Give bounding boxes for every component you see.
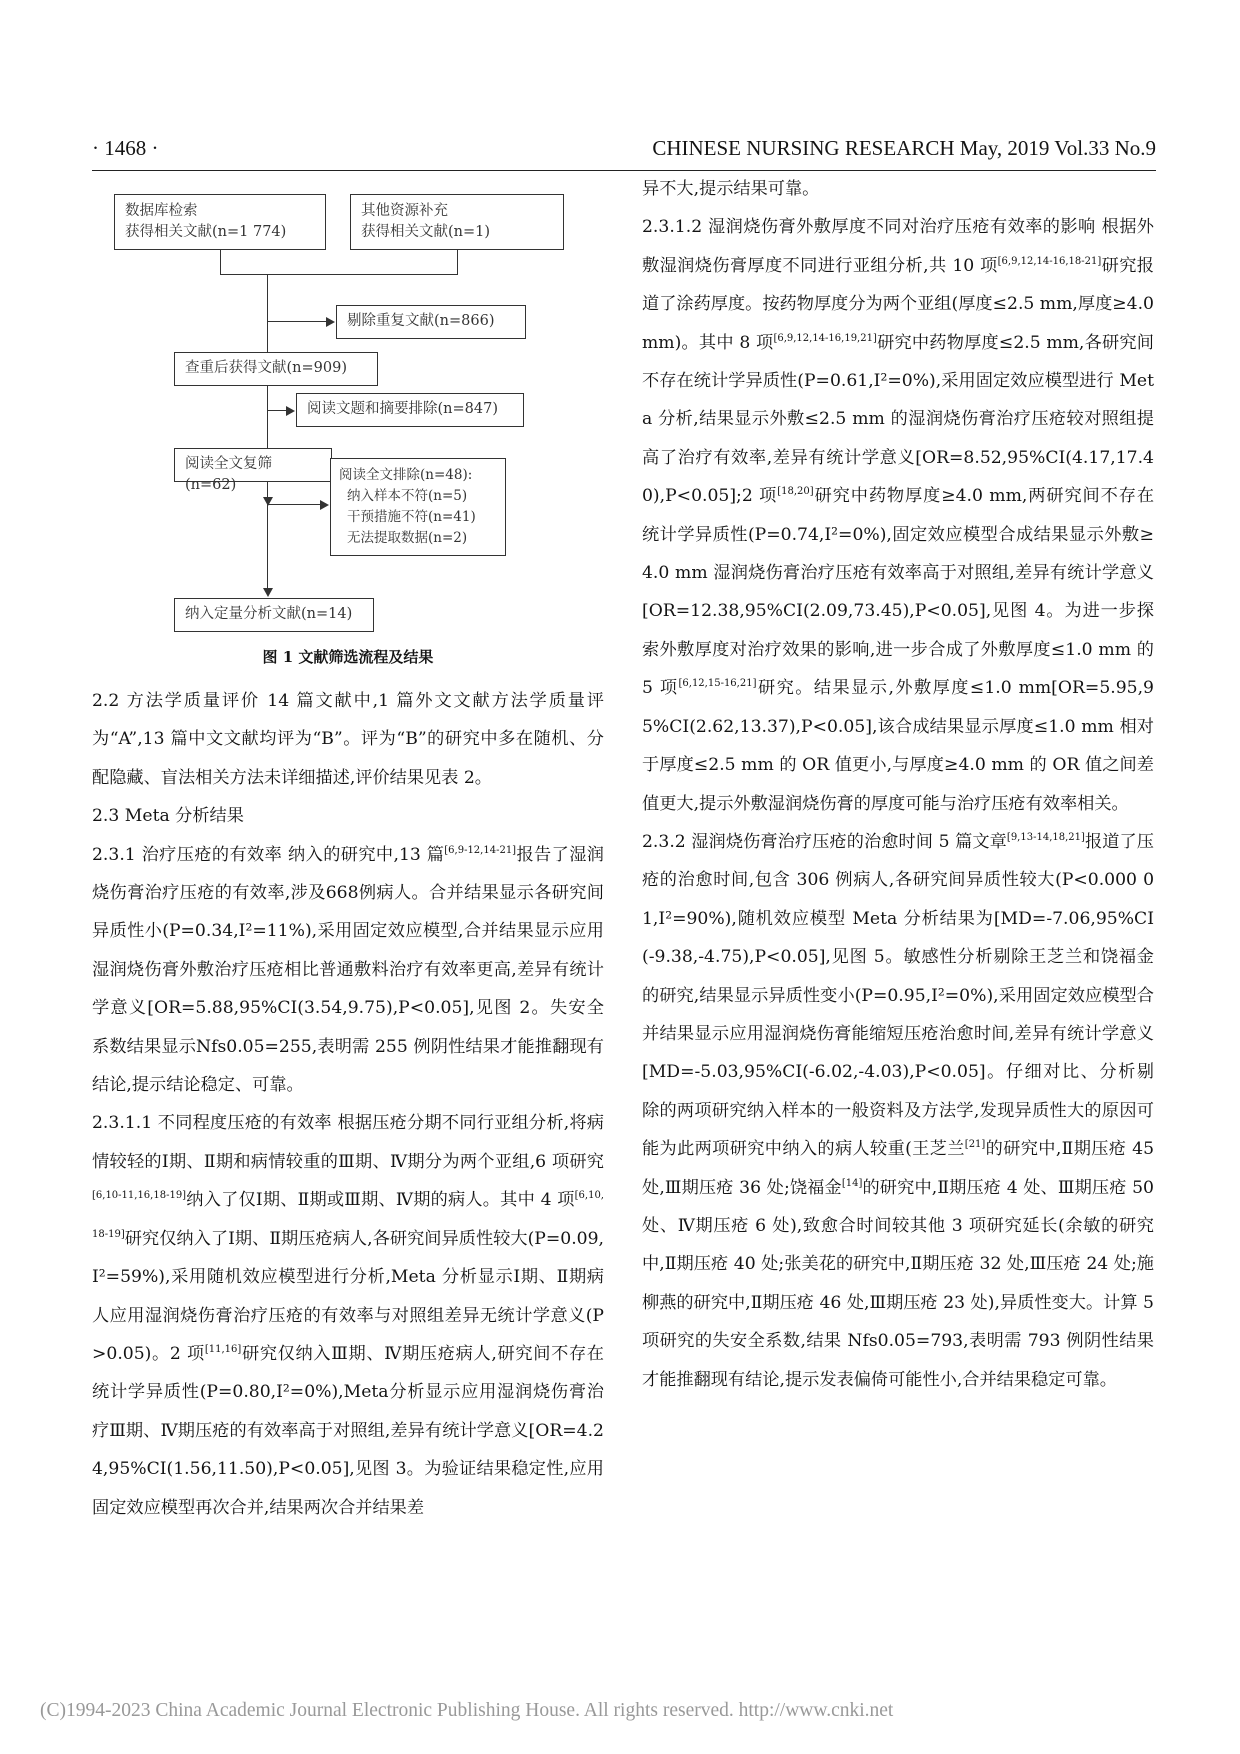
text-run: 研究仅纳入Ⅲ期、Ⅳ期压疮病人,研究间不存在统计学异质性(P=0.80,I²=0%),Meta分析显示应用湿润烧伤膏治疗Ⅲ期、Ⅳ期压疮的有效率高于对照组,差异有统计学意义[OR=4.24,95%CI(1.56,11.50),P<0.05],见图 3。为验证结果稳定性,应用固定效应模型再次合并,结果两次合并结果差: [92, 1343, 604, 1518]
figure-caption: 图 1 文献筛选流程及结果: [262, 648, 434, 666]
citation: [11,16]: [204, 1343, 242, 1355]
text-run: 研究中药物厚度≤2.5 mm,各研究间不存在统计学异质性(P=0.61,I²=0%),采用固定效应模型进行 Meta 分析,结果显示外敷≤2.5 mm 的湿润烧伤膏治疗压疮较对照组提高了治疗有效率,差异有统计学意义[OR=8.52,95%CI(4.17,17.40),P<0.05];2 项: [642, 332, 1154, 507]
box-text: 无法提取数据(n=2): [347, 530, 468, 546]
citation: [6,9-12,14-21]: [444, 844, 517, 856]
text-run: 研究仅纳入了Ⅰ期、Ⅱ期压疮病人,各研究间异质性较大(P=0.09,I²=59%),采用随机效应模型进行分析,Meta 分析显示Ⅰ期、Ⅱ期病人应用湿润烧伤膏治疗压疮的有效率与对照组差异无统计学意义(P>0.05)。2 项: [92, 1228, 604, 1364]
citation: [6,12,15-16,21]: [678, 678, 757, 690]
citation: [21]: [964, 1139, 986, 1151]
connector: [267, 321, 327, 322]
box-text: 查重后获得文献(n=909): [185, 360, 347, 376]
citation: [6,10,18-19]: [92, 1190, 604, 1240]
paragraph-stage-subgroup: [92, 1104, 604, 1526]
journal-info: CHINESE NURSING RESEARCH May, 2019 Vol.33 No.9: [652, 136, 1156, 160]
flowchart: [92, 188, 604, 628]
box-text: 获得相关文献(n=1): [361, 224, 491, 240]
text-run: 研究。结果显示,外敷厚度≤1.0 mm[OR=5.95,95%CI(2.62,13.37),P<0.05],该合成结果显示厚度≤1.0 mm 相对于厚度≤2.5 mm 的 OR 值更小,与厚度≥4.0 mm 的 OR 值之间差值更大,提示外敷湿润烧伤膏的厚度可能与治疗压疮有效率相关。: [642, 678, 1154, 814]
right-column: [642, 170, 1154, 1399]
text-run: 2.3.1.1 不同程度压疮的有效率 根据压疮分期不同行亚组分析,将病情较轻的Ⅰ期、Ⅱ期和病情较重的Ⅲ期、Ⅳ期分为两个亚组,6 项研究: [92, 1113, 604, 1172]
citation: [6,9,12,14-16,19,21]: [773, 332, 877, 344]
box-text: 阅读全文排除(n=48):: [339, 467, 473, 483]
box-text: 剔除重复文献(n=866): [347, 313, 495, 329]
box-fulltext-exclusion: [330, 458, 506, 556]
arrow-down-icon: [263, 588, 273, 597]
text-run: 的研究中,Ⅱ期压疮 45 处,Ⅲ期压疮 36 处;饶福金: [642, 1139, 1154, 1198]
text-run: 研究中药物厚度≥4.0 mm,两研究间不存在统计学异质性(P=0.74,I²=0%),固定效应模型合成结果显示外敷≥4.0 mm 湿润烧伤膏治疗压疮有效率高于对照组,差异有统计学意义[OR=12.38,95%CI(2.09,73.45),P<0.05],见图 4。为进一步探索外敷厚度对治疗效果的影响,进一步合成了外敷厚度≤1.0 mm 的 5 项: [642, 486, 1155, 699]
page-number: · 1468 ·: [92, 136, 159, 160]
text-run: 纳入了仅Ⅰ期、Ⅱ期或Ⅲ期、Ⅳ期的病人。其中 4 项: [186, 1190, 575, 1211]
box-other-sources: [350, 194, 564, 250]
arrow-right-icon: [326, 317, 335, 327]
arrow-right-icon: [286, 406, 295, 416]
arrow-right-icon: [320, 500, 329, 510]
text-run: 报道了压疮的治愈时间,包含 306 例病人,各研究间异质性较大(P<0.000 01,I²=90%),随机效应模型 Meta 分析结果为[MD=-7.06,95%CI(-9.38,-4.75),P<0.05],见图 5。敏感性分析剔除王芝兰和饶福金的研究,结果显示异质性变小(P=0.95,I²=0%),采用固定效应模型合并结果显示应用湿润烧伤膏能缩短压疮治愈时间,差异有统计学意义[MD=-5.03,95%CI(-6.02,-4.03),P<0.05]。仔细对比、分析剔除的两项研究纳入样本的一般资料及方法学,发现异质性大的原因可能为此两项研究中纳入的病人较重(王芝兰: [642, 831, 1154, 1160]
text-run: 2.3.1 治疗压疮的有效率 纳入的研究中,13 篇: [92, 844, 445, 865]
paragraph-thickness: [642, 208, 1154, 823]
box-text: 干预措施不符(n=41): [347, 509, 476, 525]
citation: [18,20]: [777, 486, 814, 498]
connector: [220, 274, 458, 275]
box-text: 其他资源补充: [361, 203, 448, 219]
citation: [6,9,12,14-16,18-21]: [997, 255, 1102, 267]
section-heading: 2.3 Meta 分析结果: [92, 806, 244, 827]
paragraph-quality: 2.2 方法学质量评价 14 篇文献中,1 篇外文文献方法学质量评为“A”,13 篇中文文献均评为“B”。评为“B”的研究中多在随机、分配隐藏、盲法相关方法未详细描述,评价结果见表 2。: [92, 691, 604, 788]
copyright-footer: (C)1994-2023 China Academic Journal Electronic Publishing House. All rights reserved. http://www.cnki.net: [40, 1700, 894, 1721]
connector: [267, 504, 321, 505]
box-text: 获得相关文献(n=1 774): [125, 224, 287, 240]
paragraph-healing-time: [642, 823, 1154, 1399]
box-fulltext-screening: [174, 448, 332, 493]
box-text: 数据库检索: [125, 203, 198, 219]
citation: [14]: [841, 1177, 863, 1189]
box-text: 纳入样本不符(n=5): [347, 488, 468, 504]
citation: [6,10-11,16,18-19]: [92, 1190, 187, 1202]
box-final-included: [174, 598, 374, 632]
box-text: 阅读文题和摘要排除(n=847): [307, 401, 498, 417]
box-remove-duplicates: [336, 305, 526, 339]
box-after-dedup: [174, 352, 378, 386]
paragraph-continuation: 异不大,提示结果可靠。: [642, 179, 820, 199]
text-run: 研究报道了涂药厚度。按药物厚度分为两个亚组(厚度≤2.5 mm,厚度≥4.0 mm)。其中 8 项: [642, 255, 1154, 353]
paragraph-efficacy: [92, 836, 604, 1105]
text-run: 2.3.2 湿润烧伤膏治疗压疮的治愈时间 5 篇文章: [642, 831, 1007, 852]
text-run: 的研究中,Ⅱ期压疮 4 处、Ⅲ期压疮 50 处、Ⅳ期压疮 6 处),致愈合时间较其他 3 项研究延长(余敏的研究中,Ⅱ期压疮 40 处;张美花的研究中,Ⅱ期压疮 32 处,Ⅲ压疮 24 处;施柳燕的研究中,Ⅱ期压疮 46 处,Ⅲ期压疮 23 处),异质性变大。计算 5 项研究的失安全系数,结果 Nfs0.05=793,表明需 793 例阴性结果才能推翻现有结论,提示发表偏倚可能性小,合并结果稳定可靠。: [642, 1177, 1154, 1390]
box-text: 纳入定量分析文献(n=14): [185, 606, 353, 622]
connector: [267, 482, 268, 594]
left-text-body: [92, 682, 604, 1527]
running-header: [92, 132, 1156, 172]
text-run: 报告了湿润烧伤膏治疗压疮的有效率,涉及668例病人。合并结果显示各研究间异质性小(P=0.34,I²=11%),采用固定效应模型,合并结果显示应用湿润烧伤膏外敷治疗压疮相比普通敷料治疗有效率更高,差异有统计学意义[OR=5.88,95%CI(3.54,9.75),P<0.05],见图 2。失安全系数结果显示Nfs0.05=255,表明需 255 例阴性结果才能推翻现有结论,提示结论稳定、可靠。: [92, 844, 604, 1096]
text-run: 2.3.1.2 湿润烧伤膏外敷厚度不同对治疗压疮有效率的影响 根据外敷湿润烧伤膏厚度不同进行亚组分析,共 10 项: [642, 217, 1154, 276]
citation: [9,13-14,18,21]: [1006, 831, 1085, 843]
box-database-search: [114, 194, 326, 250]
box-title-abstract-exclusion: [296, 393, 524, 427]
connector: [220, 250, 221, 274]
box-text: 阅读全文复筛(n=62): [185, 456, 272, 493]
connector: [457, 250, 458, 274]
connector: [267, 410, 287, 411]
